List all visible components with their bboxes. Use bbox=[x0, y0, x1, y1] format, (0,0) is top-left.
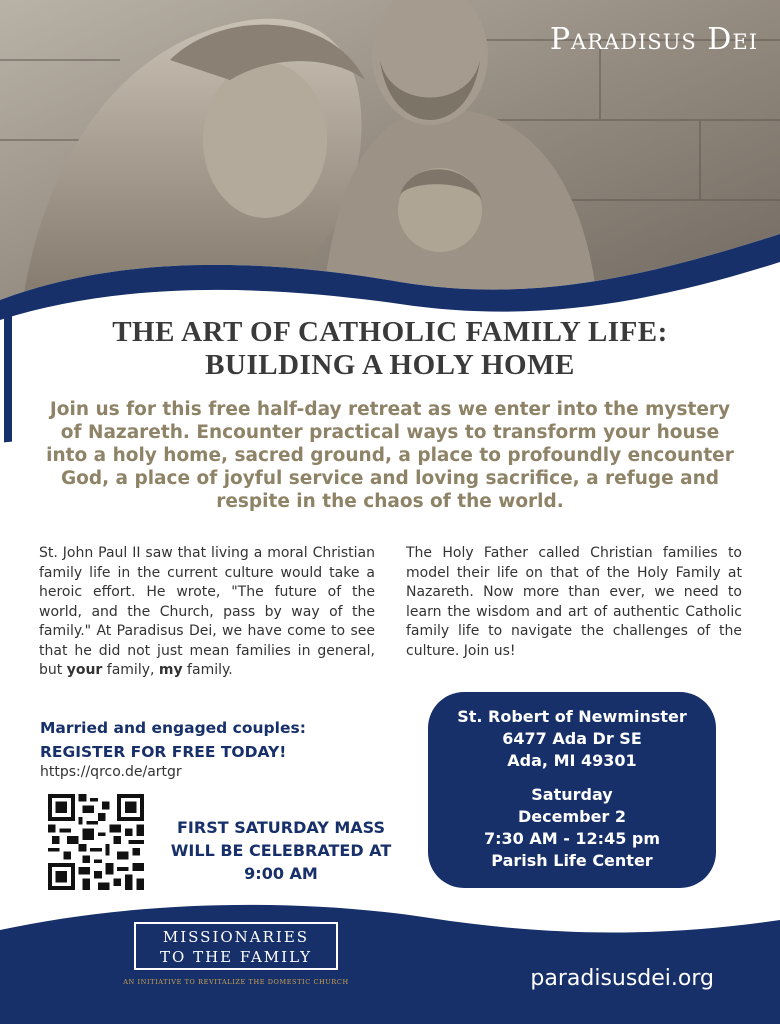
mass-announcement bbox=[166, 816, 396, 885]
left-column-text bbox=[39, 544, 375, 681]
register-link[interactable]: https://qrco.de/artgr bbox=[40, 764, 182, 780]
event-date: December 2 bbox=[517, 807, 627, 826]
website-link[interactable]: paradisusdei.org bbox=[530, 966, 714, 991]
lead-paragraph: Join us for this free half-day retreat as we enter into the mystery of Nazareth. Encounter practical ways to transform your house into a holy home, sacred ground, a place to profoundly encounter God, a place of joyful service and loving sacrifice, a refuge and respite in the chaos of the world. bbox=[46, 399, 734, 512]
venue-name: St. Robert of Newminster bbox=[457, 707, 687, 726]
qr-code-icon[interactable] bbox=[48, 794, 144, 890]
right-column-text: The Holy Father called Christian families to model their life on that of the Holy Family at Nazareth. Now more than ever, we need to learn the wisdom and art of authentic Catholic family life to navigate the challenges of the culture. Join us! bbox=[406, 545, 742, 659]
event-title bbox=[60, 316, 720, 382]
register-line-2: REGISTER FOR FREE TODAY! bbox=[40, 743, 287, 761]
title-line-2: BUILDING A HOLY HOME bbox=[205, 349, 575, 381]
venue-street: 6477 Ada Dr SE bbox=[502, 729, 642, 748]
logo-line-2: TO THE FAMILY bbox=[160, 948, 312, 966]
title-line-1: THE ART OF CATHOLIC FAMILY LIFE: bbox=[112, 316, 668, 348]
register-callout bbox=[40, 716, 370, 764]
hero-image bbox=[0, 0, 780, 330]
left-emph-my: my bbox=[158, 662, 183, 678]
event-day: Saturday bbox=[531, 785, 613, 804]
venue-city: Ada, MI 49301 bbox=[507, 751, 637, 770]
left-text-mid: family, bbox=[102, 662, 159, 678]
left-text-end: family. bbox=[182, 662, 233, 678]
mass-line-1: FIRST SATURDAY MASS bbox=[176, 818, 386, 837]
mass-line-2: WILL BE CELEBRATED AT bbox=[170, 841, 392, 860]
left-emph-your: your bbox=[66, 662, 103, 678]
mass-line-3: 9:00 AM bbox=[244, 864, 318, 883]
footer-band bbox=[0, 900, 780, 1024]
venue-gap bbox=[428, 772, 716, 784]
left-accent-stripe bbox=[4, 312, 12, 443]
register-line-1: Married and engaged couples: bbox=[40, 719, 306, 737]
venue-details-box bbox=[428, 692, 716, 888]
missionaries-logo bbox=[134, 922, 338, 970]
logo-tagline: AN INITIATIVE TO REVITALIZE THE DOMESTIC CHURCH bbox=[123, 978, 349, 986]
left-text-start: St. John Paul II saw that living a moral Christian family life in the current culture would take a heroic effort. He wrote, "The future of the world, and the Church, pass by way of the family." At Paradisus Dei, we have come to see that he did not just mean families in general, but bbox=[39, 545, 375, 678]
brand-logo-text: Paradisus Dei bbox=[549, 22, 758, 57]
event-time: 7:30 AM - 12:45 pm bbox=[483, 829, 661, 848]
logo-line-1: MISSIONARIES bbox=[162, 928, 310, 946]
event-room: Parish Life Center bbox=[491, 851, 653, 870]
